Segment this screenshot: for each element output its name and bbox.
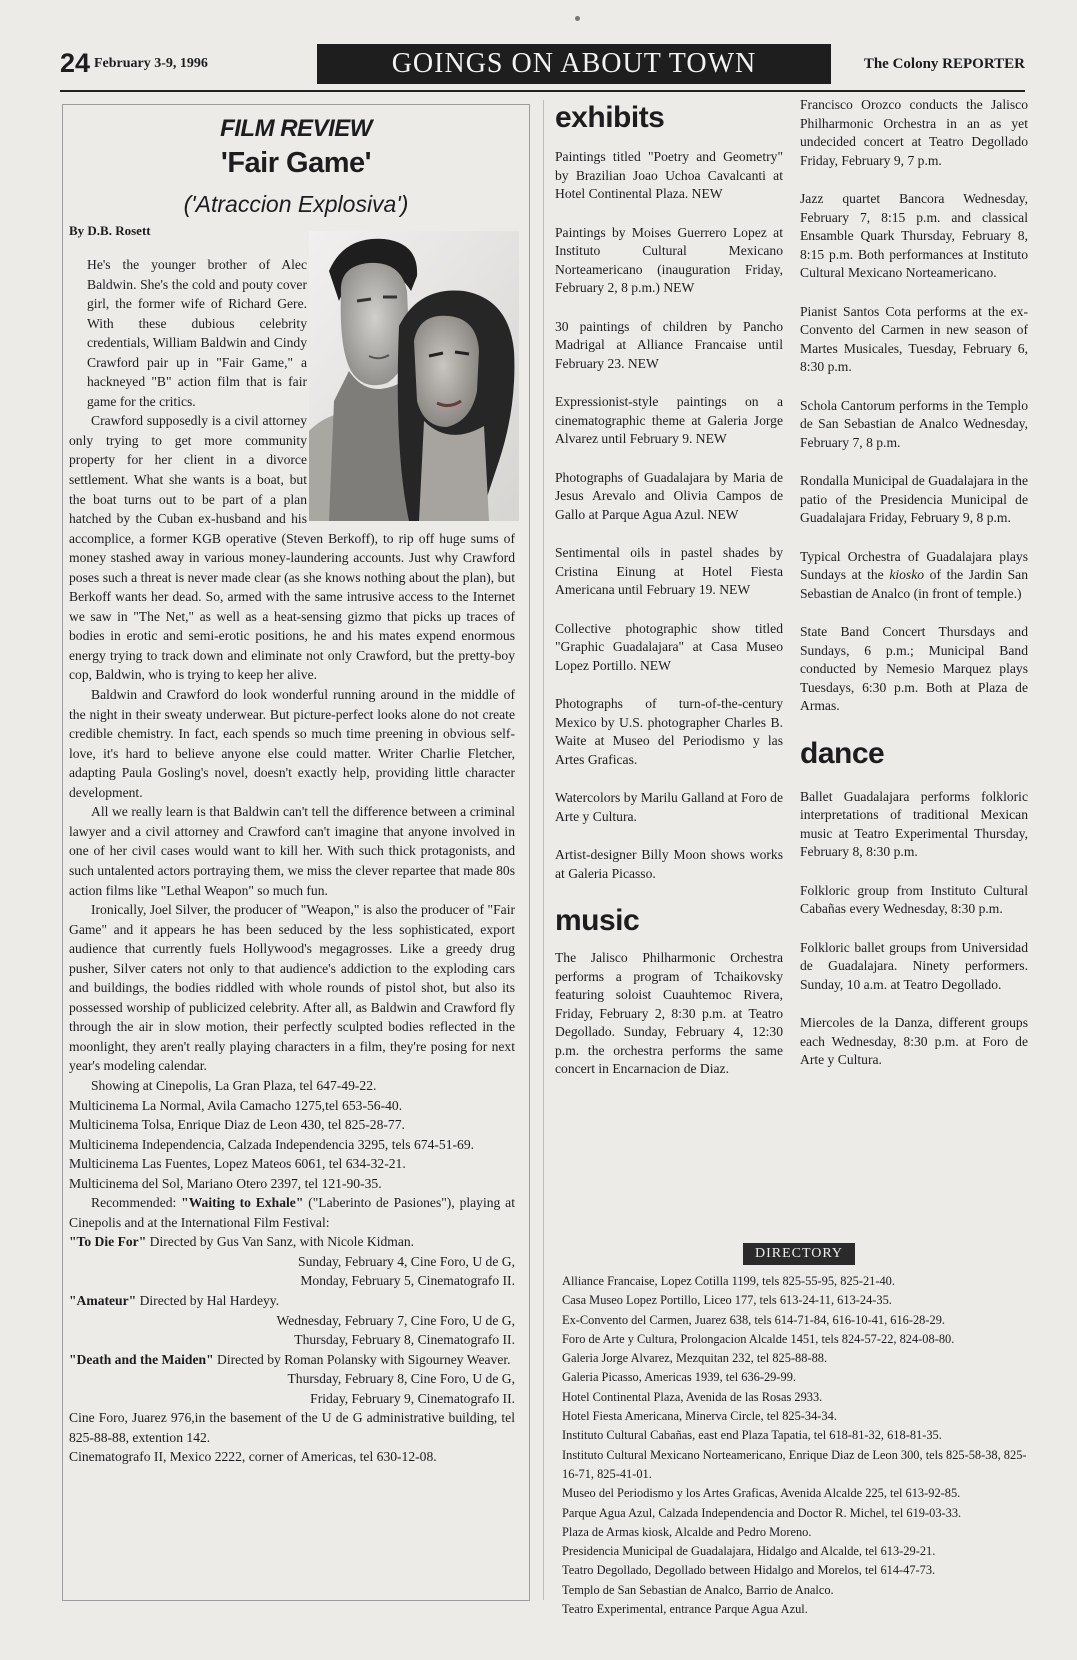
directory-entry: Galeria Jorge Alvarez, Mezquitan 232, tel 825-88-88. [562,1351,828,1366]
directory-entry: Teatro Experimental, entrance Parque Agua Azul. [562,1602,808,1617]
showing-line: Showing at Cinepolis, La Gran Plaza, tel 647-49-22. [91,1077,377,1093]
music-item: Schola Cantorum performs in the Templo de San Sebastian de Analco Wednesday, February 7, 8 p.m. [800,397,1028,450]
venue-note: Cinematografo II, Mexico 2222, corner of Americas, tel 630-12-08. [69,1449,437,1465]
column-rule [543,100,544,1600]
festival-film-title: "Amateur" [69,1292,137,1308]
directory-entry: Presidencia Municipal de Guadalajara, Hidalgo and Alcalde, tel 613-29-21. [562,1544,936,1559]
dance-heading: dance [800,736,885,770]
festival-film [69,1232,515,1252]
music-item: Francisco Orozco conducts the Jalisco Philharmonic Orchestra in an as yet undecided concert at Teatro Degollado Friday, February 9, 7 p.m. [800,97,1028,168]
directory-entry: Hotel Fiesta Americana, Minerva Circle, tel 825-34-34. [562,1409,837,1424]
music-heading: music [555,904,640,937]
page-header [60,48,1025,88]
exhibit-item: Collective photographic show titled "Graphic Guadalajara" at Casa Museo Lopez Portillo. NEW [555,620,783,673]
directory-entry: Instituto Cultural Mexicano Norteamericano, Enrique Diaz de Leon 300, tels 825-58-38, 825-16-71, 825-41-01. [562,1447,1027,1481]
recommended-film: "Waiting to Exhale" [181,1195,304,1211]
festival-date: Friday, February 9, Cinematografo II. [310,1390,515,1406]
theater-listing: Multicinema del Sol, Mariano Otero 2397, tel 121-90-35. [69,1175,382,1191]
dance-item: Ballet Guadalajara performs folkloric interpretations of traditional Mexican music at Teatro Experimental Thursday, February 8, 8:30 p.m. [800,788,1028,859]
typical-kiosko: kiosko [889,567,925,582]
directory-entry: Casa Museo Lopez Portillo, Liceo 177, tels 613-24-11, 613-24-35. [562,1293,892,1308]
review-title: 'Fair Game' [220,147,372,179]
venue-note: Cine Foro, Juarez 976,in the basement of the U de G administrative building, tel 825-88-88, extention 142. [69,1410,515,1445]
header-rule [60,90,1025,92]
dance-item: Miercoles de la Danza, different groups each Wednesday, 8:30 p.m. at Foro de Arte y Cultura. [800,1015,1028,1067]
typical-text-end: of the Jardin San Sebastian de Analco (in front of temple.) [800,567,1029,601]
festival-date: Sunday, February 4, Cine Foro, U de G, [298,1253,515,1269]
recommended-rest: ("Laberinto de Pasiones"), playing at Cinepolis and at the International Film Festival: [69,1195,515,1230]
exhibit-item: 30 paintings of children by Pancho Madrigal at Alliance Francaise until February 23. NEW [555,318,783,371]
directory-list [562,1272,1032,1619]
festival-film-credit: Directed by Roman Polansky with Sigourney Weaver. [213,1351,511,1367]
review-paragraph: Baldwin and Crawford do look wonderful running around in the middle of the night in their sweaty underwear. But picture-perfect looks alone do not create credible chemistry. In fact, each spends so much time preening in obvious self-love, it's hard to believe anyone else could matter. Writer Charlie Fletcher, adapting Paula Gosling's novel, doesn't exactly help, providing little character development. [69,687,515,800]
section-banner: GOINGS ON ABOUT TOWN [317,44,831,84]
dance-item: Folkloric group from Instituto Cultural Cabañas every Wednesday, 8:30 p.m. [800,882,1028,916]
festival-film [69,1350,515,1370]
festival-film-credit: Directed by Gus Van Sanz, with Nicole Kidman. [146,1234,415,1250]
festival-film-title: "To Die For" [69,1234,147,1250]
directory-entry: Plaza de Armas kiosk, Alcalde and Pedro Moreno. [562,1524,812,1539]
music-item: The Jalisco Philharmonic Orchestra performs a program of Tchaikovsky featuring soloist Cuauhtemoc Rivera, Friday, February 2, 8:30 p.m. at Teatro Degollado. Sunday, February 4, 12:30 p.m. the orchestra performs the same concert in Encarnacion de Diaz. [555,950,783,1076]
recommended-line [69,1193,515,1232]
music-item: State Band Concert Thursdays and Sundays, 6 p.m.; Municipal Band conducted by Nemesio Marquez plays Tuesdays, 6:30 p.m. Both at Plaza de Armas. [800,624,1028,713]
festival-film-title: "Death and the Maiden" [69,1351,214,1367]
music-item: Jazz quartet Bancora Wednesday, February 7, 8:15 p.m. and classical Ensamble Quark Thursday, February 8, 8:15 p.m. Both performances at Instituto Cultural Mexicano Norteamericano. [800,191,1028,280]
review-paragraph: Ironically, Joel Silver, the producer of "Weapon," is also the producer of "Fair Game" and it appears he has been seduced by the less sophisticated, export audience that currently fuels Hollywood's megagrosses. Like a greedy drug pusher, Silver caters not only to that audience's addiction to the exploding cars and buildings, the bodies riddled with whole rounds of pistol shot, but also its possessed worship of publicized celebrity. After all, as Baldwin and Crawford fly through the air in slow motion, their perfectly sculpted bodies reflected in the moonlight, they aren't really playing characters in a film, they're posing for next year's modeling calendar. [69,902,515,1074]
review-subtitle: ('Atraccion Explosiva') [183,191,409,217]
directory-heading: DIRECTORY [743,1243,855,1265]
festival-date: Monday, February 5, Cinematografo II. [300,1273,515,1289]
festival-date: Thursday, February 8, Cine Foro, U de G, [287,1371,515,1387]
festival-film [69,1291,515,1311]
music-item: Rondalla Municipal de Guadalajara in the patio of the Presidencia Municipal de Guadalajara Friday, February 9, 8 p.m. [800,473,1028,525]
review-byline: By D.B. Rosett [69,223,151,238]
music-item [800,548,1028,604]
festival-date: Wednesday, February 7, Cine Foro, U de G, [276,1312,515,1328]
directory-entry: Foro de Arte y Cultura, Prolongacion Alcalde 1451, tels 824-57-22, 824-08-80. [562,1331,955,1346]
directory-entry: Hotel Continental Plaza, Avenida de las Rosas 2933. [562,1389,823,1404]
dance-item: Folkloric ballet groups from Universidad de Guadalajara. Ninety performers. Sunday, 10 a.m. at Teatro Degollado. [800,939,1028,992]
directory-entry: Alliance Francaise, Lopez Cotilla 1199, tels 825-55-95, 825-21-40. [562,1274,895,1288]
review-body [69,255,515,1467]
exhibit-item: Watercolors by Marilu Galland at Foro de Arte y Cultura. [555,790,783,824]
exhibit-item: Paintings by Moises Guerrero Lopez at Instituto Cultural Mexicano Norteamericano (inauguration Friday, February 2, 8 p.m.) NEW [555,224,783,295]
directory-entry: Museo del Periodismo y los Artes Graficas, Avenida Alcalde 225, tel 613-92-85. [562,1486,961,1501]
exhibits-heading: exhibits [555,101,665,134]
theater-listing: Multicinema La Normal, Avila Camacho 1275,tel 653-56-40. [69,1097,403,1113]
paper-name: The Colony REPORTER [863,56,1025,72]
exhibits-music-column [555,100,783,1099]
festival-film-credit: Directed by Hal Hardeyy. [136,1292,280,1308]
directory-entry: Instituto Cultural Cabañas, east end Plaza Tapatia, tel 618-81-32, 618-81-35. [562,1428,942,1443]
theater-listing: Multicinema Independencia, Calzada Independencia 3295, tels 674-51-69. [69,1136,475,1152]
directory-entry: Galeria Picasso, Americas 1939, tel 636-29-99. [562,1370,796,1385]
exhibit-item: Expressionist-style paintings on a cinematographic theme at Galeria Jorge Alvarez until February 9. NEW [555,394,783,446]
recommended-intro: Recommended: [91,1195,182,1211]
exhibit-item: Photographs of turn-of-the-century Mexico by U.S. photographer Charles B. Waite at Museo del Periodismo y las Artes Graficas. [555,696,783,767]
review-kicker: FILM REVIEW [220,115,372,142]
page-number: 24 [60,48,91,78]
exhibit-item: Paintings titled "Poetry and Geometry" by Brazilian Joao Uchoa Cavalcanti at Hotel Continental Plaza. NEW [555,149,783,201]
directory-entry: Templo de San Sebastian de Analco, Barrio de Analco. [562,1582,834,1597]
directory-entry: Parque Agua Azul, Calzada Independencia and Doctor R. Michel, tel 619-03-33. [562,1505,962,1520]
exhibit-item: Sentimental oils in pastel shades by Cristina Einung at Hotel Fiesta Americana until February 19. NEW [555,545,783,597]
directory-entry: Ex-Convento del Carmen, Juarez 638, tels 614-71-84, 616-10-41, 616-28-29. [562,1312,945,1327]
review-paragraph: He's the younger brother of Alec Baldwin. She's the cold and pouty cover girl, the former wife of Richard Gere. With these dubious celebrity credentials, William Baldwin and Cindy Crawford pair up in "Fair Game," a hackneyed "B" action film that is fair game for the critics. [87,257,307,409]
music-dance-column [800,96,1028,1090]
directory-entry: Teatro Degollado, Degollado between Hidalgo and Morelos, tel 614-47-73. [562,1563,936,1578]
theater-listing: Multicinema Tolsa, Enrique Diaz de Leon 430, tel 825-28-77. [69,1117,405,1133]
review-paragraph: Crawford supposedly is a civil attorney only trying to get more community property for her client in a divorce settlement. What she wants is a boat, but the boat turns out to be part of a plan hatched by the Cuban ex-husband and his accomplice, a former KGB operative (Steven Berkoff), to rip off huge sums of money stashed away in various money-laundering accounts. Just why Crawford poses such a threat is never made clear (as she knows nothing about the plan), but Berkoff wants her dead. So, armed with the same intrusive access to the Internet we saw in "The Net," as well as a heat-sensing gizmo that picks up traces of bodies in erotic and semi-erotic positions, he and his mates expend enormous energy trying to track down and eliminate not only Crawford, but the pretty-boy cop, Baldwin, who is trying to keep her alive. [69,413,515,683]
theater-listing: Multicinema Las Fuentes, Lopez Mateos 6061, tel 634-32-21. [69,1156,406,1172]
exhibit-item: Photographs of Guadalajara by Maria de Jesus Arevalo and Olivia Campos de Gallo at Parque Agua Azul. NEW [555,469,783,522]
festival-date: Thursday, February 8, Cinematografo II. [294,1332,515,1348]
exhibit-item: Artist-designer Billy Moon shows works at Galeria Picasso. [555,847,783,881]
film-review-box [62,104,530,1601]
issue-date: February 3-9, 1996 [94,56,208,71]
music-item: Pianist Santos Cota performs at the ex-Convento del Carmen in new season of Martes Musicales, Tuesday, February 6, 8:30 p.m. [800,303,1028,374]
ink-speck [575,16,580,21]
review-paragraph: All we really learn is that Baldwin can't tell the difference between a criminal lawyer and a civil attorney and Crawford can't imagine that anyone involved in one of her civil cases would want to kill her. With such thick protagonists, and such untalented actors portraying them, we miss the clever repartee that made 80s action films like "Lethal Weapon" so much fun. [69,804,515,898]
typical-text: Typical Orchestra of Guadalajara plays Sundays at the [800,548,1028,582]
